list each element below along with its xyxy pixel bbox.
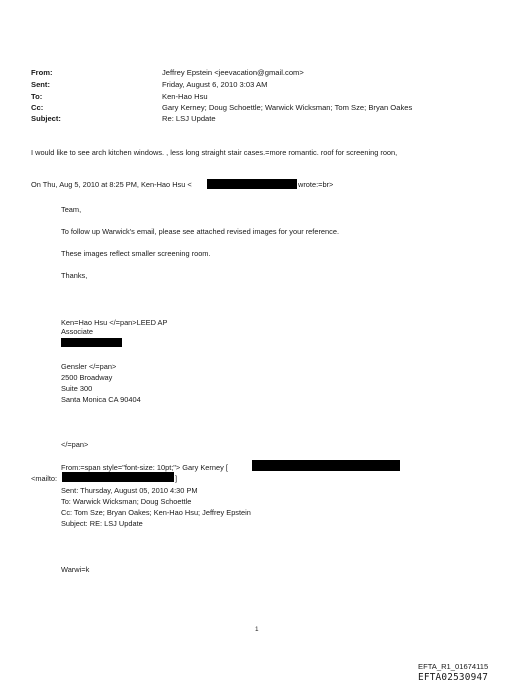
- to-value: Ken-Hao Hsu: [162, 92, 208, 101]
- quote-intro-left: On Thu, Aug 5, 2010 at 8:25 PM, Ken-Hao Hsu <: [31, 180, 192, 189]
- sent-label: Sent:: [31, 80, 50, 89]
- signature-title: Associate: [61, 327, 94, 336]
- to-label: To:: [31, 92, 43, 101]
- paragraph-2: These images reflect smaller screening room.: [61, 249, 211, 258]
- address-line-3: Santa Monica CA 90404: [61, 395, 141, 404]
- quote-intro-right: wrote:=br>: [298, 180, 334, 189]
- greeting: Team,: [61, 205, 82, 214]
- forwarded-subject: Subject: RE: LSJ Update: [61, 519, 143, 528]
- from-value: Jeffrey Epstein <jeevacation@gmail.com>: [162, 68, 304, 77]
- sent-value: Friday, August 6, 2010 3:03 AM: [162, 80, 268, 89]
- mailto-close: ]: [175, 474, 178, 483]
- paragraph-1: To follow up Warwick's email, please see attached revised images for your reference.: [61, 227, 339, 236]
- forwarded-sent: Sent: Thursday, August 05, 2010 4:30 PM: [61, 486, 198, 495]
- cc-label: Cc:: [31, 103, 44, 112]
- cc-value: Gary Kerney; Doug Schoettle; Warwick Wicksman; Tom Sze; Bryan Oakes: [162, 103, 413, 112]
- redaction-box: [252, 460, 400, 471]
- subject-label: Subject:: [31, 114, 61, 123]
- signature-name: Ken=Hao Hsu </=pan>LEED AP: [61, 318, 168, 327]
- span-close-text: </=pan>: [61, 440, 89, 449]
- forwarded-cc: Cc: Tom Sze; Bryan Oakes; Ken-Hao Hsu; Jeffrey Epstein: [61, 508, 251, 517]
- bates-number-secondary: EFTA02530947: [418, 672, 489, 683]
- closing: Thanks,: [61, 271, 88, 280]
- redaction-box: [61, 338, 122, 347]
- closing-fragment: Warwi=k: [61, 565, 90, 574]
- subject-value: Re: LSJ Update: [162, 114, 216, 123]
- forwarded-from: From:=span style="font-size: 10pt;"> Gary Kerney [: [61, 463, 228, 472]
- company-name: Gensler </=pan>: [61, 362, 117, 371]
- redaction-box: [62, 472, 174, 482]
- page-number: 1: [255, 626, 259, 633]
- redaction-box: [207, 179, 297, 189]
- from-label: From:: [31, 68, 53, 77]
- message-text: I would like to see arch kitchen windows. , less long straight stair cases.=more romantic. roof for screening roon,: [31, 148, 398, 157]
- forwarded-to: To: Warwick Wicksman; Doug Schoettle: [61, 497, 192, 506]
- address-line-2: Suite 300: [61, 384, 93, 393]
- mailto-text: <mailto:: [31, 474, 58, 483]
- address-line-1: 2500 Broadway: [61, 373, 113, 382]
- bates-number-primary: EFTA_R1_01674115: [418, 662, 489, 671]
